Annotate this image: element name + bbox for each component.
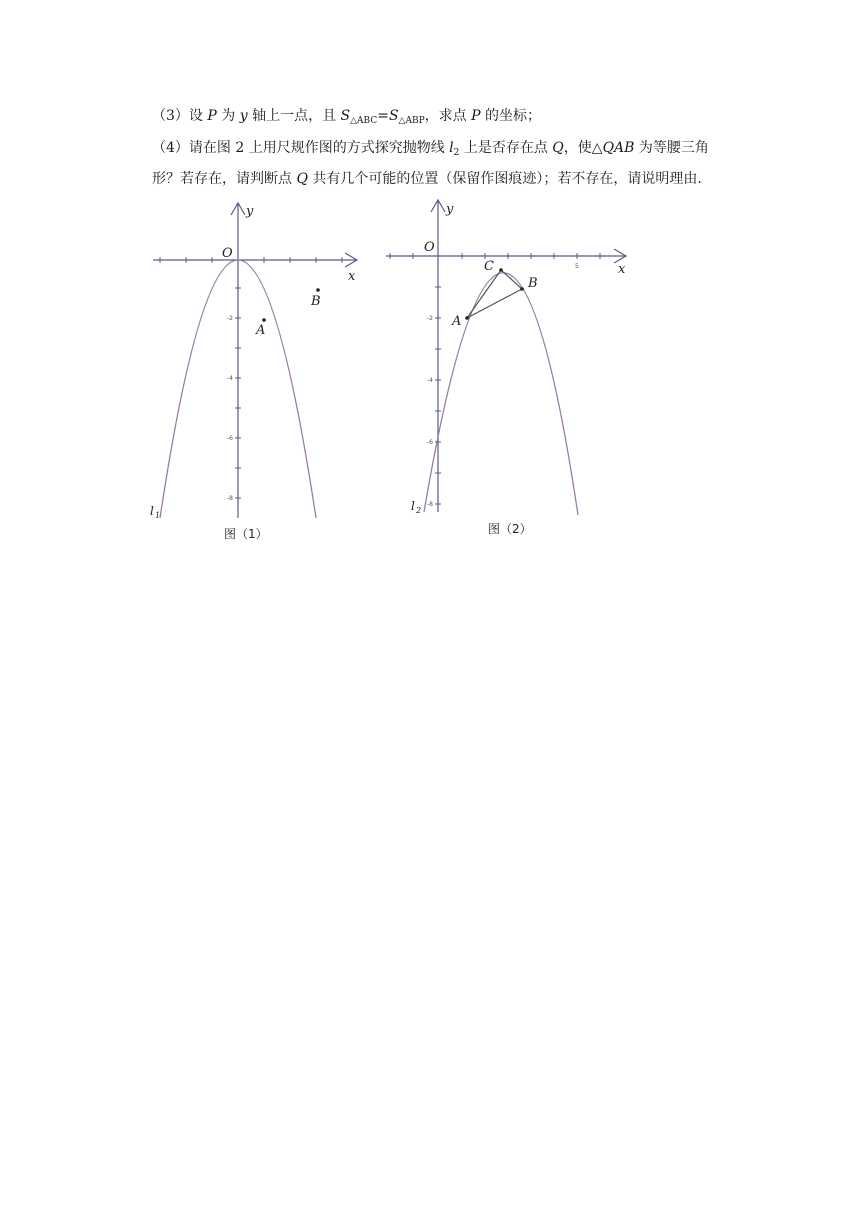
point-b — [520, 287, 524, 291]
tick-label: -2 — [427, 315, 433, 322]
point-b — [316, 288, 320, 292]
point-a — [465, 316, 469, 320]
tick-label: -6 — [227, 435, 233, 442]
point-a-label: A — [452, 314, 462, 329]
figure-1-caption: 图（1） — [224, 527, 268, 541]
y-axis-label: y — [446, 202, 454, 217]
figure-1 — [150, 203, 357, 541]
tick-label: -4 — [227, 375, 233, 382]
figure-2 — [386, 200, 626, 536]
y-axis-label: y — [246, 204, 254, 219]
tick-label: -4 — [427, 377, 433, 384]
tick-label: -6 — [427, 439, 433, 446]
point-c-label: C — [484, 259, 494, 274]
curve-label-sub: 1 — [155, 511, 161, 520]
point-b-label: B — [311, 294, 321, 309]
question-3: （3）设 P 为 y 轴上一点，且 $S_{\triangle ABC}=S_{\triangle ABP}$，求点 P 的坐标； — [152, 108, 541, 126]
parabola-l2 — [424, 273, 578, 515]
tick-label: 5 — [575, 263, 579, 270]
tick-label: -8 — [227, 495, 233, 502]
tick-label: -2 — [227, 315, 233, 322]
point-b-label: B — [528, 276, 538, 291]
curve-label: l — [150, 504, 154, 518]
origin-label: O — [222, 246, 233, 261]
x-axis-label: x — [348, 269, 356, 284]
point-c — [499, 268, 503, 272]
question-4-line-1: （4）请在图 2 上用尺规作图的方式探究抛物线 $l_2$ 上是否存在点 Q，使△QAB 为等腰三角 — [152, 140, 709, 158]
x-axis-label: x — [618, 262, 626, 277]
point-a-label: A — [256, 323, 266, 338]
curve-label-sub: 2 — [416, 506, 422, 515]
curve-label: l — [411, 499, 415, 513]
figure-2-caption: 图（2） — [488, 522, 532, 536]
question-4-line-2: 形？若存在，请判断点 Q 共有几个可能的位置（保留作图痕迹）；若不存在，请说明理由. — [152, 171, 702, 187]
origin-label: O — [424, 240, 435, 255]
tick-label: -8 — [427, 501, 433, 508]
point-a — [262, 318, 266, 322]
